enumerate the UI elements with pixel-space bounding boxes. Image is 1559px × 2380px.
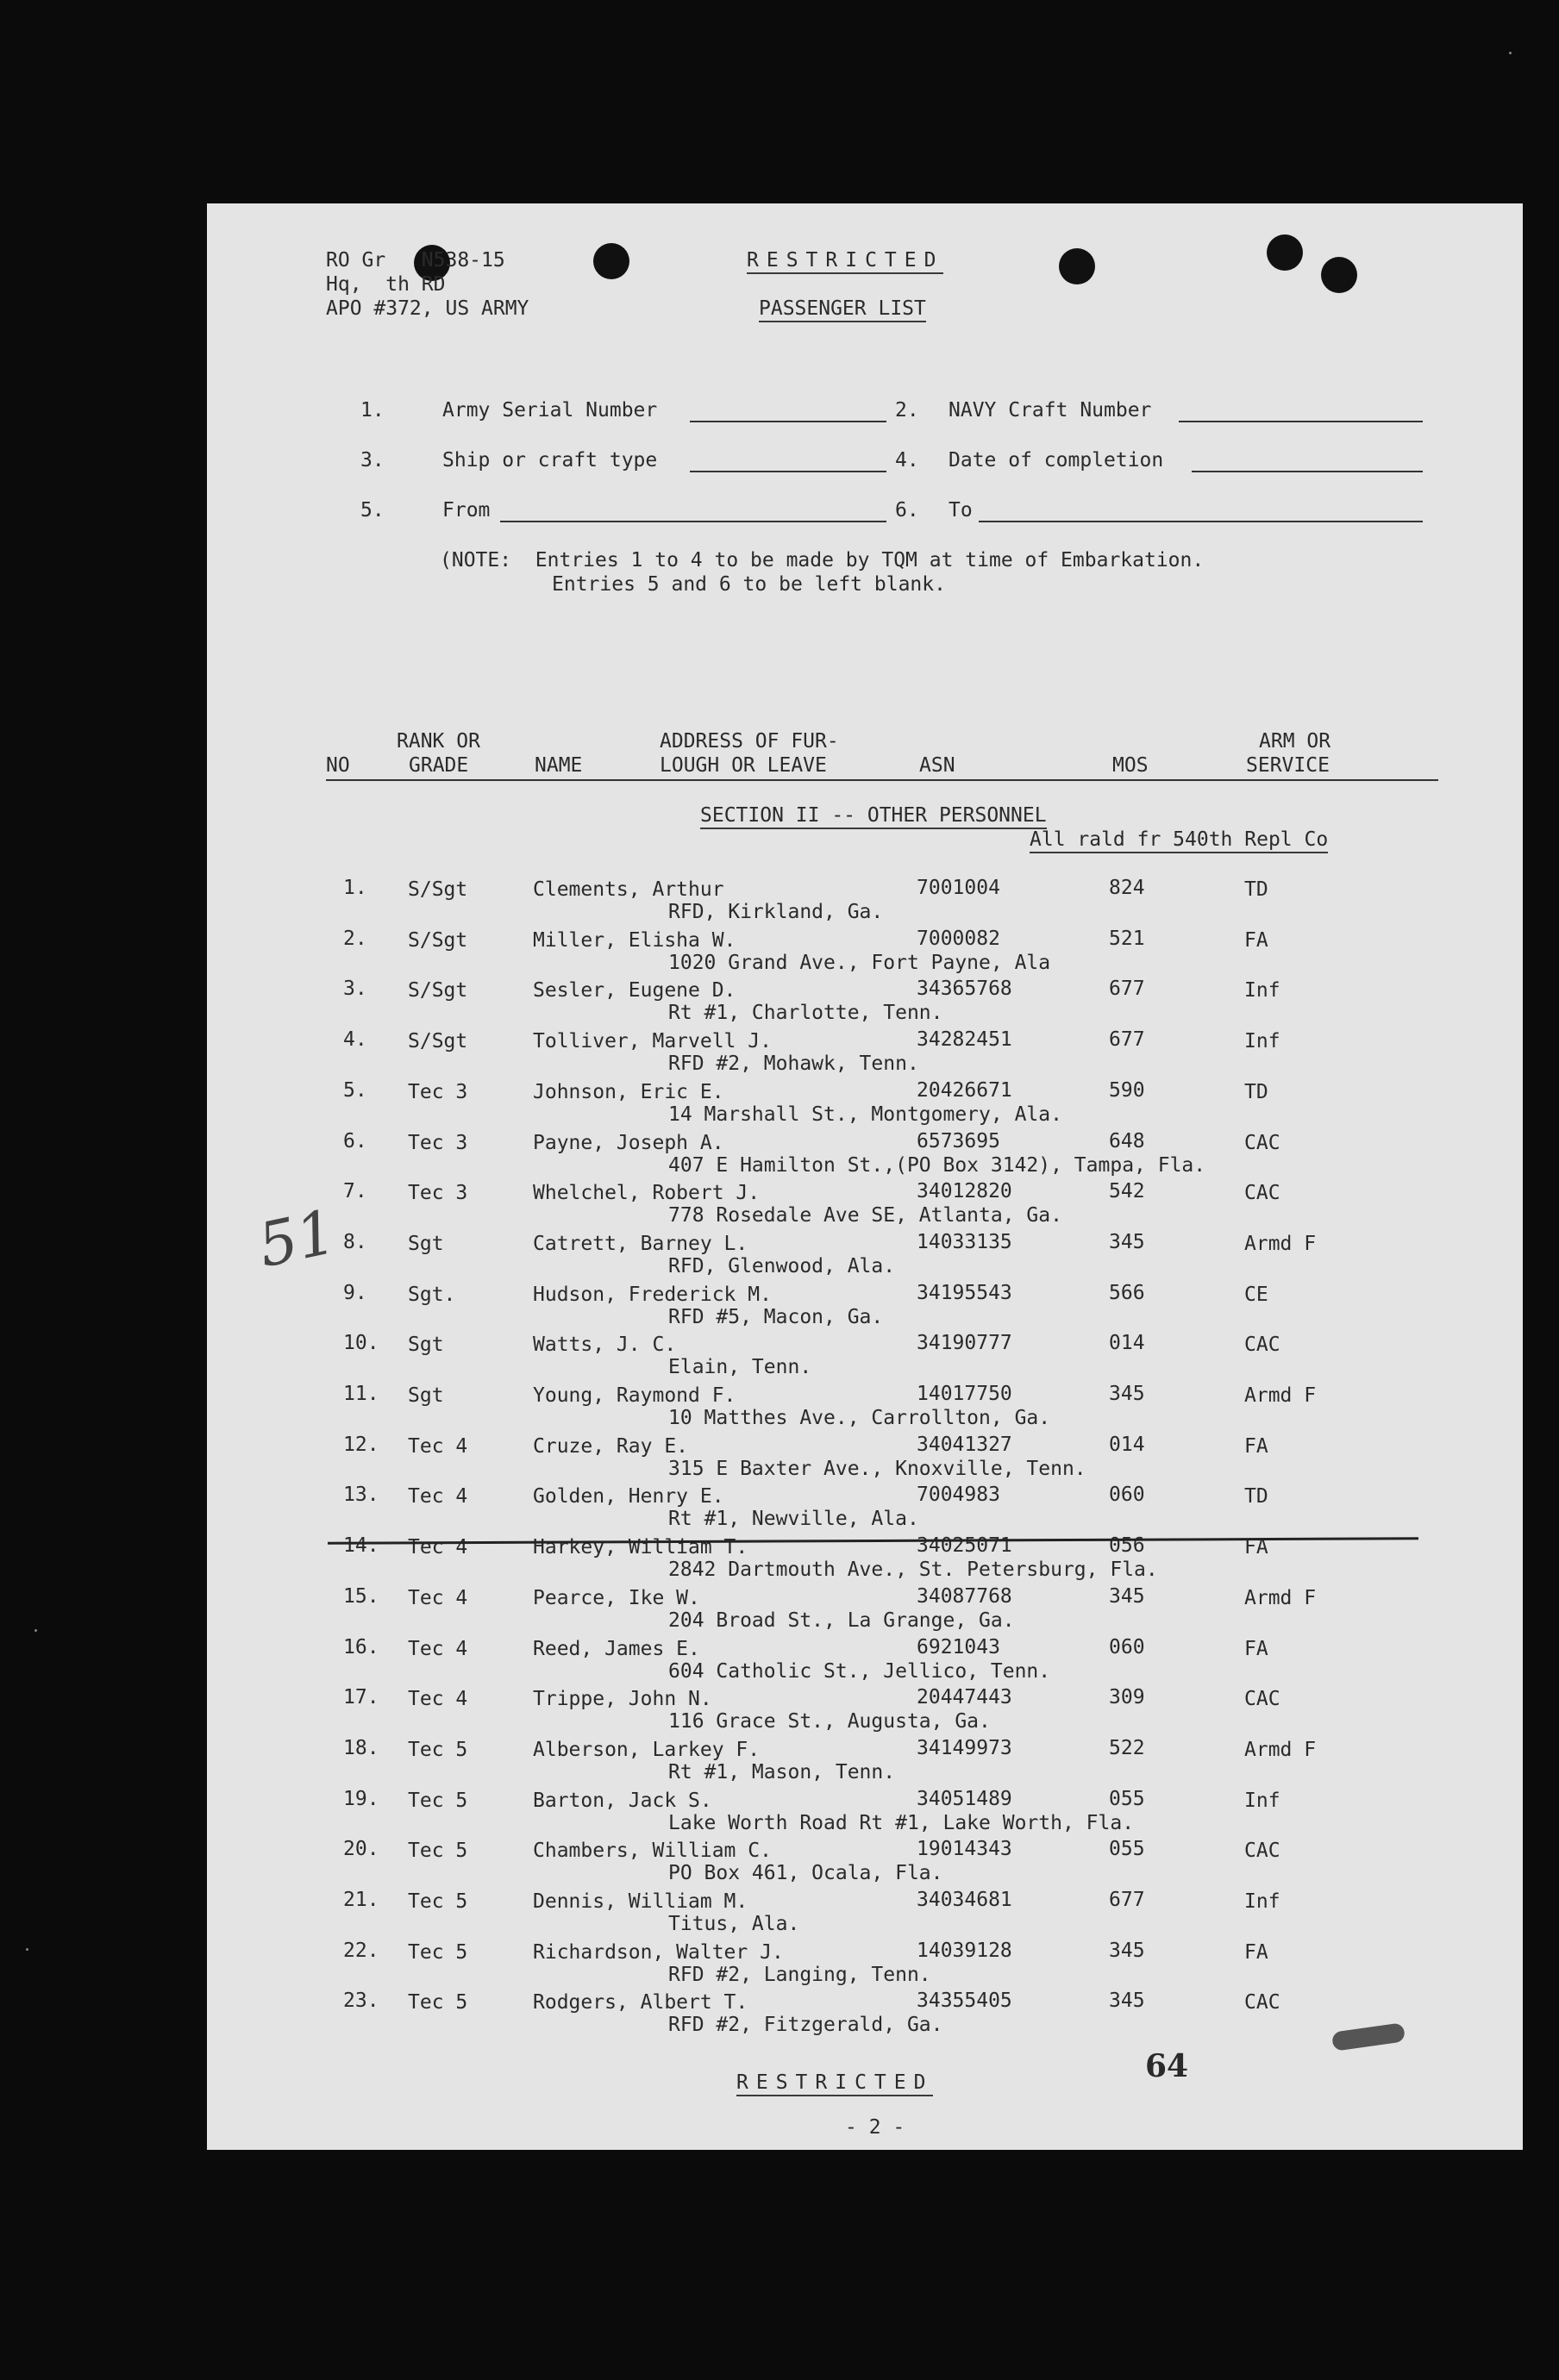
- table-row: [207, 1787, 1523, 1837]
- row-name: Rodgers, Albert T.: [533, 1991, 748, 2015]
- row-service: Armd F: [1244, 1384, 1317, 1407]
- section-title: SECTION II -- OTHER PERSONNEL: [700, 803, 1047, 829]
- row-mos: 566: [1109, 1281, 1145, 1304]
- field-blank-line: [979, 521, 1423, 522]
- table-row: [207, 1078, 1523, 1128]
- table-row: [207, 1584, 1523, 1634]
- footer-restricted: RESTRICTED: [736, 2071, 933, 2096]
- row-mos: 521: [1109, 927, 1145, 950]
- row-number: 6.: [343, 1129, 367, 1153]
- field-number: 5.: [360, 499, 385, 522]
- row-asn: 34025071: [917, 1534, 1012, 1558]
- table-row: [207, 1736, 1523, 1786]
- row-name: Barton, Jack S.: [533, 1789, 712, 1812]
- row-rank: Tec 4: [408, 1434, 468, 1458]
- row-mos: 590: [1109, 1078, 1145, 1102]
- row-asn: 34195543: [917, 1281, 1012, 1304]
- document-page: [207, 203, 1523, 2150]
- row-service: FA: [1244, 1637, 1268, 1660]
- row-number: 16.: [343, 1635, 379, 1659]
- row-name: Payne, Joseph A.: [533, 1131, 724, 1154]
- table-row: [207, 1179, 1523, 1229]
- row-name: Harkey, William T.: [533, 1536, 748, 1559]
- row-number: 10.: [343, 1332, 379, 1355]
- section-subtitle: All rald fr 540th Repl Co: [1030, 828, 1328, 853]
- row-rank: Tec 3: [408, 1182, 468, 1205]
- row-asn: 34282451: [917, 1028, 1012, 1052]
- row-number: 15.: [343, 1584, 379, 1608]
- row-service: CAC: [1244, 1131, 1280, 1154]
- row-service: Inf: [1244, 1789, 1280, 1812]
- row-asn: 7000082: [917, 927, 1000, 950]
- column-header-no: NO: [326, 754, 350, 777]
- row-asn: 7001004: [917, 877, 1000, 899]
- row-number: 9.: [343, 1281, 367, 1304]
- row-mos: 055: [1109, 1787, 1145, 1810]
- row-address: 14 Marshall St., Montgomery, Ala.: [668, 1103, 1062, 1126]
- row-rank: Tec 5: [408, 1738, 468, 1761]
- row-name: Pearce, Ike W.: [533, 1586, 700, 1609]
- table-row: [207, 1483, 1523, 1533]
- row-name: Clements, Arthur: [533, 878, 724, 901]
- row-service: TD: [1244, 878, 1268, 901]
- field-label: Army Serial Number: [442, 399, 658, 422]
- row-rank: Tec 4: [408, 1485, 468, 1509]
- punch-hole: [1059, 248, 1095, 284]
- table-row: [207, 977, 1523, 1027]
- row-number: 18.: [343, 1736, 379, 1759]
- column-header-leave: LOUGH OR LEAVE: [660, 754, 827, 777]
- row-number: 20.: [343, 1838, 379, 1861]
- row-mos: 014: [1109, 1433, 1145, 1456]
- row-service: Inf: [1244, 979, 1280, 1003]
- table-row: [207, 1281, 1523, 1331]
- row-asn: 6921043: [917, 1635, 1000, 1659]
- table-row: [207, 1989, 1523, 2039]
- field-blank-line: [690, 471, 886, 472]
- row-rank: S/Sgt: [408, 979, 468, 1003]
- row-asn: 34041327: [917, 1433, 1012, 1456]
- row-mos: 345: [1109, 1584, 1145, 1608]
- row-service: Armd F: [1244, 1738, 1317, 1761]
- table-row: [207, 1331, 1523, 1381]
- row-mos: 677: [1109, 1889, 1145, 1911]
- row-asn: 6573695: [917, 1129, 1000, 1153]
- row-mos: 648: [1109, 1129, 1145, 1153]
- row-number: 23.: [343, 1990, 379, 2013]
- row-rank: S/Sgt: [408, 1030, 468, 1053]
- row-mos: 055: [1109, 1838, 1145, 1861]
- field-label: From: [442, 499, 491, 522]
- row-name: Golden, Henry E.: [533, 1485, 724, 1509]
- row-rank: Tec 4: [408, 1586, 468, 1609]
- row-address: Titus, Ala.: [668, 1913, 800, 1935]
- row-rank: Sgt: [408, 1232, 444, 1255]
- row-rank: S/Sgt: [408, 878, 468, 901]
- row-rank: Sgt: [408, 1334, 444, 1357]
- row-name: Catrett, Barney L.: [533, 1232, 748, 1255]
- row-number: 11.: [343, 1383, 379, 1405]
- table-row: [207, 1129, 1523, 1179]
- row-name: Chambers, William C.: [533, 1840, 772, 1863]
- row-rank: Tec 3: [408, 1131, 468, 1154]
- table-row: [207, 1028, 1523, 1078]
- table-row: [207, 1635, 1523, 1685]
- row-number: 17.: [343, 1686, 379, 1709]
- speck: [26, 1948, 28, 1951]
- row-address: 10 Matthes Ave., Carrollton, Ga.: [668, 1407, 1051, 1429]
- speck: [34, 1629, 37, 1632]
- row-asn: 34051489: [917, 1787, 1012, 1810]
- row-service: CAC: [1244, 1182, 1280, 1205]
- row-service: CAC: [1244, 1991, 1280, 2015]
- row-name: Sesler, Eugene D.: [533, 979, 736, 1003]
- handwritten-mark: 51: [252, 1196, 342, 1282]
- field-number: 1.: [360, 399, 385, 422]
- row-number: 12.: [343, 1433, 379, 1456]
- header-reference: RO Gr N538-15: [326, 249, 505, 272]
- row-asn: 14039128: [917, 1939, 1012, 1962]
- row-name: Tolliver, Marvell J.: [533, 1030, 772, 1053]
- row-name: Dennis, William M.: [533, 1890, 748, 1913]
- field-label: NAVY Craft Number: [949, 399, 1152, 422]
- row-mos: 309: [1109, 1686, 1145, 1709]
- row-mos: 056: [1109, 1534, 1145, 1558]
- row-name: Young, Raymond F.: [533, 1384, 736, 1407]
- field-label: Date of completion: [949, 449, 1164, 472]
- field-label: Ship or craft type: [442, 449, 658, 472]
- stamp-number: 64: [1145, 2048, 1189, 2084]
- row-service: CAC: [1244, 1688, 1280, 1711]
- row-asn: 20447443: [917, 1686, 1012, 1709]
- page-number: - 2 -: [845, 2116, 905, 2139]
- field-blank-line: [1179, 421, 1423, 422]
- row-address: RFD, Kirkland, Ga.: [668, 901, 884, 923]
- row-number: 7.: [343, 1180, 367, 1203]
- table-row: [207, 1382, 1523, 1432]
- row-mos: 522: [1109, 1736, 1145, 1759]
- row-mos: 345: [1109, 1383, 1145, 1405]
- row-asn: 34149973: [917, 1736, 1012, 1759]
- note-line-2: Entries 5 and 6 to be left blank.: [552, 573, 946, 596]
- field-label: To: [949, 499, 973, 522]
- row-mos: 677: [1109, 1028, 1145, 1052]
- row-rank: Tec 4: [408, 1637, 468, 1660]
- row-number: 14.: [343, 1534, 379, 1558]
- header-rule: [326, 779, 1438, 781]
- row-name: Miller, Elisha W.: [533, 928, 736, 952]
- field-number: 2.: [895, 399, 919, 422]
- row-mos: 542: [1109, 1180, 1145, 1203]
- row-address: Rt #1, Mason, Tenn.: [668, 1760, 896, 1783]
- row-service: Inf: [1244, 1030, 1280, 1053]
- row-address: RFD #2, Fitzgerald, Ga.: [668, 2014, 943, 2037]
- row-asn: 34355405: [917, 1990, 1012, 2013]
- row-asn: 34190777: [917, 1332, 1012, 1355]
- row-address: PO Box 461, Ocala, Fla.: [668, 1862, 943, 1885]
- row-mos: 824: [1109, 877, 1145, 899]
- row-rank: Tec 5: [408, 1840, 468, 1863]
- column-header-grade: GRADE: [409, 754, 469, 777]
- column-header-name: NAME: [535, 754, 583, 777]
- row-asn: 34365768: [917, 978, 1012, 1001]
- row-address: RFD #2, Mohawk, Tenn.: [668, 1053, 919, 1076]
- row-service: Inf: [1244, 1890, 1280, 1913]
- row-name: Trippe, John N.: [533, 1688, 712, 1711]
- table-row: [207, 1230, 1523, 1280]
- punch-hole: [1321, 257, 1357, 293]
- row-name: Richardson, Walter J.: [533, 1940, 784, 1964]
- row-name: Hudson, Frederick M.: [533, 1283, 772, 1306]
- row-address: 778 Rosedale Ave SE, Atlanta, Ga.: [668, 1204, 1062, 1227]
- punch-hole: [593, 243, 629, 279]
- field-number: 3.: [360, 449, 385, 472]
- field-number: 4.: [895, 449, 919, 472]
- row-address: 204 Broad St., La Grange, Ga.: [668, 1609, 1015, 1632]
- row-address: Rt #1, Newville, Ala.: [668, 1508, 919, 1531]
- row-name: Johnson, Eric E.: [533, 1080, 724, 1103]
- row-mos: 345: [1109, 1990, 1145, 2013]
- row-service: TD: [1244, 1080, 1268, 1103]
- column-header-service-2: SERVICE: [1246, 754, 1330, 777]
- header-unit: Hq, th RD: [326, 273, 446, 296]
- row-service: CAC: [1244, 1334, 1280, 1357]
- row-asn: 34034681: [917, 1889, 1012, 1911]
- row-name: Cruze, Ray E.: [533, 1434, 689, 1458]
- row-address: Elain, Tenn.: [668, 1356, 812, 1379]
- row-number: 21.: [343, 1889, 379, 1911]
- row-number: 5.: [343, 1078, 367, 1102]
- table-row: [207, 1939, 1523, 1989]
- row-number: 4.: [343, 1028, 367, 1052]
- row-name: Alberson, Larkey F.: [533, 1738, 761, 1761]
- row-number: 3.: [343, 978, 367, 1001]
- table-row: [207, 927, 1523, 977]
- field-blank-line: [1192, 471, 1423, 472]
- table-row: [207, 1685, 1523, 1735]
- row-service: Armd F: [1244, 1586, 1317, 1609]
- field-number: 6.: [895, 499, 919, 522]
- row-mos: 014: [1109, 1332, 1145, 1355]
- row-rank: Tec 4: [408, 1536, 468, 1559]
- row-number: 19.: [343, 1787, 379, 1810]
- row-address: RFD #5, Macon, Ga.: [668, 1305, 884, 1328]
- row-service: FA: [1244, 1434, 1268, 1458]
- field-blank-line: [500, 521, 886, 522]
- row-address: 315 E Baxter Ave., Knoxville, Tenn.: [668, 1457, 1086, 1480]
- row-asn: 34012820: [917, 1180, 1012, 1203]
- punch-hole: [1267, 234, 1303, 271]
- column-header-address: ADDRESS OF FUR-: [660, 730, 839, 753]
- row-rank: Tec 5: [408, 1789, 468, 1812]
- column-header-service: ARM OR: [1259, 730, 1331, 753]
- row-mos: 060: [1109, 1635, 1145, 1659]
- row-name: Whelchel, Robert J.: [533, 1182, 761, 1205]
- note-line-1: (NOTE: Entries 1 to 4 to be made by TQM at time of Embarkation.: [440, 549, 1205, 572]
- table-row: [207, 1837, 1523, 1887]
- passenger-list-title: PASSENGER LIST: [759, 297, 926, 322]
- row-address: 407 E Hamilton St.,(PO Box 3142), Tampa, Fla.: [668, 1153, 1206, 1177]
- row-address: Lake Worth Road Rt #1, Lake Worth, Fla.: [668, 1811, 1135, 1834]
- row-service: FA: [1244, 1536, 1268, 1559]
- row-address: RFD, Glenwood, Ala.: [668, 1254, 896, 1277]
- row-asn: 34087768: [917, 1584, 1012, 1608]
- row-address: 1020 Grand Ave., Fort Payne, Ala: [668, 951, 1051, 974]
- row-rank: Sgt: [408, 1384, 444, 1407]
- header-apo: APO #372, US ARMY: [326, 297, 529, 320]
- row-rank: Tec 4: [408, 1688, 468, 1711]
- restricted-heading: RESTRICTED: [747, 248, 943, 274]
- column-header-mos: MOS: [1112, 754, 1149, 777]
- column-header-rank: RANK OR: [397, 730, 480, 753]
- table-row: [207, 1433, 1523, 1483]
- row-rank: S/Sgt: [408, 928, 468, 952]
- speck: [1509, 52, 1512, 54]
- table-row: [207, 1888, 1523, 1938]
- row-mos: 060: [1109, 1484, 1145, 1507]
- row-service: Armd F: [1244, 1232, 1317, 1255]
- row-rank: Tec 5: [408, 1940, 468, 1964]
- row-number: 2.: [343, 927, 367, 950]
- table-row: [207, 876, 1523, 926]
- row-mos: 345: [1109, 1939, 1145, 1962]
- field-blank-line: [690, 421, 886, 422]
- row-address: RFD #2, Langing, Tenn.: [668, 1963, 931, 1986]
- row-rank: Tec 3: [408, 1080, 468, 1103]
- row-number: 1.: [343, 877, 367, 899]
- column-header-asn: ASN: [919, 754, 955, 777]
- row-asn: 14033135: [917, 1230, 1012, 1253]
- row-rank: Sgt.: [408, 1283, 456, 1306]
- row-name: Watts, J. C.: [533, 1334, 677, 1357]
- row-address: 116 Grace St., Augusta, Ga.: [668, 1710, 991, 1733]
- row-service: FA: [1244, 928, 1268, 952]
- row-asn: 20426671: [917, 1078, 1012, 1102]
- row-service: CAC: [1244, 1840, 1280, 1863]
- row-service: CE: [1244, 1283, 1268, 1306]
- row-name: Reed, James E.: [533, 1637, 700, 1660]
- row-number: 8.: [343, 1230, 367, 1253]
- row-rank: Tec 5: [408, 1991, 468, 2015]
- row-rank: Tec 5: [408, 1890, 468, 1913]
- row-service: FA: [1244, 1940, 1268, 1964]
- row-asn: 14017750: [917, 1383, 1012, 1405]
- row-mos: 345: [1109, 1230, 1145, 1253]
- row-address: 604 Catholic St., Jellico, Tenn.: [668, 1659, 1051, 1683]
- row-asn: 19014343: [917, 1838, 1012, 1861]
- row-asn: 7004983: [917, 1484, 1000, 1507]
- row-number: 22.: [343, 1939, 379, 1962]
- row-address: Rt #1, Charlotte, Tenn.: [668, 1002, 943, 1025]
- row-service: TD: [1244, 1485, 1268, 1509]
- row-address: 2842 Dartmouth Ave., St. Petersburg, Fla.: [668, 1559, 1158, 1582]
- row-number: 13.: [343, 1484, 379, 1507]
- row-mos: 677: [1109, 978, 1145, 1001]
